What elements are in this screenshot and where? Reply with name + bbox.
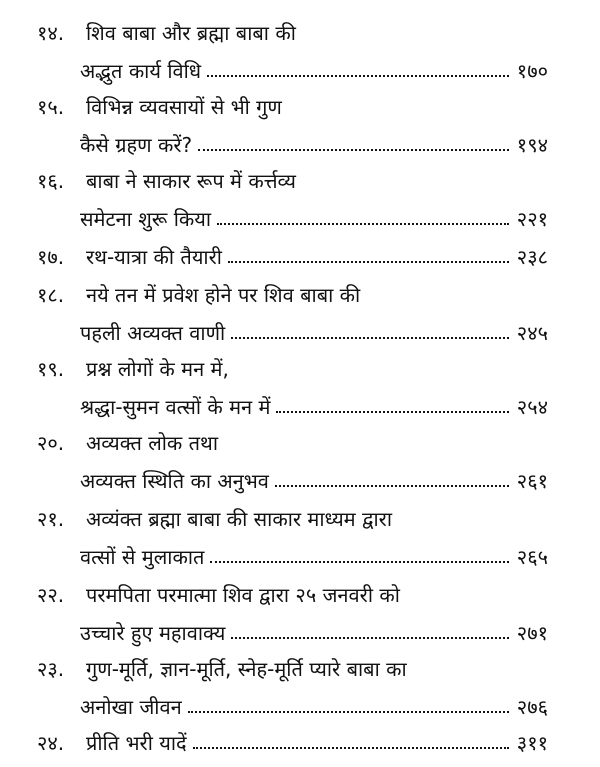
toc-entry-15-line1: [0, 88, 600, 126]
entry-number: १६.: [37, 169, 65, 193]
entry-page-number: २४५: [516, 321, 548, 345]
toc-entry-22-line2: [0, 614, 600, 652]
entry-title-continued: समेटना शुरू किया: [80, 207, 212, 231]
toc-entry-21-line1: [0, 500, 600, 538]
entry-title-continued: कैसे ग्रहण करें?: [80, 133, 193, 157]
entry-number: १९.: [37, 357, 65, 381]
entry-page-number: २७१: [516, 621, 548, 645]
leader-dots: [217, 223, 509, 225]
entry-number: १८.: [37, 283, 65, 307]
toc-entry-20-line2: [0, 462, 600, 500]
toc-entry-16-line1: [0, 162, 600, 200]
entry-page-number: २६१: [516, 469, 548, 493]
entry-page-number: २६५: [516, 545, 548, 569]
entry-number: २०.: [37, 431, 65, 455]
entry-page-number: २५४: [516, 395, 548, 419]
leader-dots: [231, 337, 509, 339]
entry-title: प्रीति भरी यादें: [86, 731, 187, 755]
toc-entry-19-line1: [0, 350, 600, 388]
entry-number: १५.: [37, 95, 65, 119]
entry-title-continued: पहली अव्यक्त वाणी: [80, 321, 226, 345]
toc-entry-20-line1: [0, 424, 600, 462]
entry-number: २२.: [37, 583, 65, 607]
entry-title-continued: अद्भुत कार्य विधि: [80, 59, 202, 83]
toc-entry-15-line2: [0, 126, 600, 164]
toc-entry-17-line1: [0, 238, 600, 276]
toc-entry-24-line1: [0, 724, 600, 762]
leader-dots: [228, 261, 509, 263]
entry-title: अव्यंक्त ब्रह्मा बाबा की साकार माध्यम द्वारा: [86, 507, 393, 531]
leader-dots: [193, 747, 509, 749]
entry-number: १७.: [37, 245, 65, 269]
entry-title: गुण-मूर्ति, ज्ञान-मूर्ति, स्नेह-मूर्ति प्यारे बाबा का: [86, 657, 407, 681]
entry-title-continued: श्रद्धा-सुमन वत्सों के मन में: [80, 395, 271, 419]
entry-title: परमपिता परमात्मा शिव द्वारा २५ जनवरी को: [86, 583, 400, 607]
toc-entry-19-line2: [0, 388, 600, 426]
toc-entry-16-line2: [0, 200, 600, 238]
entry-number: २१.: [37, 507, 65, 531]
entry-page-number: १९४: [516, 133, 548, 157]
toc-entry-22-line1: [0, 576, 600, 614]
entry-number: १४.: [37, 21, 65, 45]
leader-dots: [231, 637, 508, 639]
toc-entry-14-line1: [0, 14, 600, 52]
entry-title-continued: उच्चारे हुए महावाक्य: [80, 621, 226, 645]
entry-page-number: २२१: [516, 207, 548, 231]
leader-dots: [188, 711, 509, 713]
leader-dots: [207, 75, 509, 77]
toc-entry-18-line1: [0, 276, 600, 314]
toc-entry-23-line2: [0, 688, 600, 726]
entry-number: २३.: [37, 657, 65, 681]
entry-title: नये तन में प्रवेश होने पर शिव बाबा की: [86, 283, 361, 307]
toc-entry-18-line2: [0, 314, 600, 352]
entry-title: बाबा ने साकार रूप में कर्त्तव्य: [86, 169, 296, 193]
toc-entry-21-line2: [0, 538, 600, 576]
entry-title: शिव बाबा और ब्रह्मा बाबा की: [86, 21, 296, 45]
leader-dots: [210, 561, 508, 563]
toc-entry-14-line2: [0, 52, 600, 90]
entry-title: विभिन्न व्यवसायों से भी गुण: [86, 95, 282, 119]
toc-entry-23-line1: [0, 650, 600, 688]
entry-title-continued: अव्यक्त स्थिति का अनुभव: [80, 469, 269, 493]
entry-title: अव्यक्त लोक तथा: [86, 431, 219, 455]
entry-page-number: ३११: [516, 731, 548, 755]
entry-title: रथ-यात्रा की तैयारी: [86, 245, 222, 269]
entry-page-number: २७६: [516, 695, 548, 719]
leader-dots: [198, 149, 509, 151]
entry-title: प्रश्न लोगों के मन में,: [86, 357, 229, 381]
leader-dots: [276, 411, 508, 413]
entry-title-continued: वत्सों से मुलाकात: [80, 545, 205, 569]
leader-dots: [275, 485, 509, 487]
entry-page-number: २३८: [516, 245, 548, 269]
entry-number: २४.: [37, 731, 65, 755]
entry-page-number: १७०: [516, 59, 548, 83]
entry-title-continued: अनोखा जीवन: [80, 695, 182, 719]
